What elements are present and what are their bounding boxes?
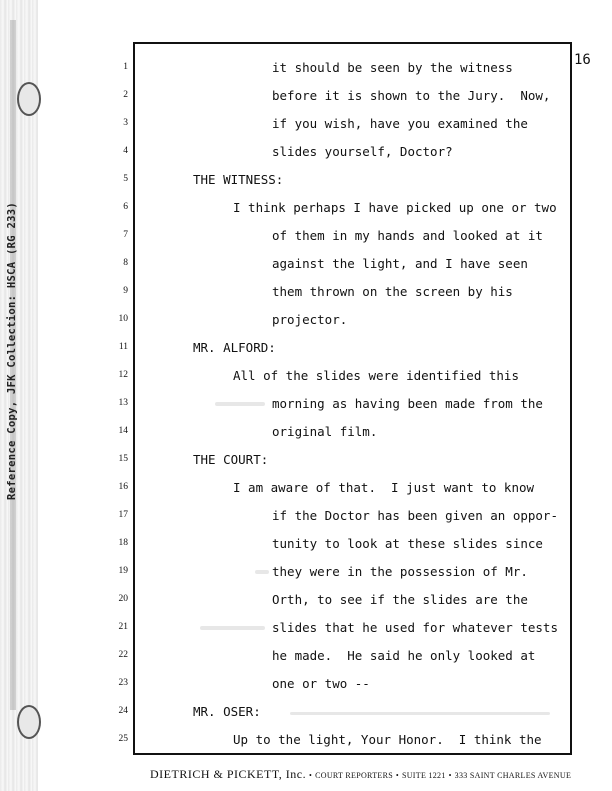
transcript-line: slides yourself, Doctor? [272,144,453,159]
transcript-line: it should be seen by the witness [272,60,513,75]
transcript-line: tunity to look at these slides since [272,536,543,551]
line-number: 18 [118,538,128,548]
line-number: 9 [123,286,128,296]
speaker-label: MR. OSER: [193,704,261,719]
scan-smudge [200,626,265,630]
line-number: 16 [118,482,128,492]
line-number: 4 [123,146,128,156]
transcript-line: projector. [272,312,348,327]
line-number: 2 [123,90,128,100]
line-number: 23 [118,678,128,688]
speaker-label: MR. ALFORD: [193,340,276,355]
line-number: 15 [118,454,128,464]
line-number: 20 [118,594,128,604]
transcript-line: if the Doctor has been given an oppor- [272,508,558,523]
footer-firm: DIETRICH & PICKETT, Inc. [150,767,307,781]
footer-separator: • [448,771,452,780]
line-number: 22 [118,650,128,660]
transcript-line: Orth, to see if the slides are the [272,592,528,607]
scan-smudge [290,712,550,715]
transcript-line: of them in my hands and looked at it [272,228,543,243]
transcript-line: I think perhaps I have picked up one or two [233,200,557,215]
line-number: 1 [123,62,128,72]
line-number: 5 [123,174,128,184]
line-number: 10 [118,314,128,324]
transcript-line: I am aware of that. I just want to know [233,480,535,495]
footer-separator: • [309,771,313,780]
transcript-line: he made. He said he only looked at [272,648,536,663]
transcript-line: slides that he used for whatever tests [272,620,558,635]
line-number: 12 [118,370,128,380]
transcript-line: Up to the light, Your Honor. I think the [233,732,542,747]
line-number: 14 [118,426,128,436]
line-number: 8 [123,258,128,268]
transcript-line: them thrown on the screen by his [272,284,513,299]
line-number: 3 [123,118,128,128]
speaker-label: THE COURT: [193,452,269,467]
speaker-label: THE WITNESS: [193,172,284,187]
footer [150,767,571,782]
punch-hole-bottom [17,705,41,739]
footer-suite: SUITE 1221 [401,771,446,780]
footer-address: 333 SAINT CHARLES AVENUE [454,771,572,780]
line-number: 6 [123,202,128,212]
transcript-line: before it is shown to the Jury. Now, [272,88,551,103]
transcript-line: All of the slides were identified this [233,368,519,383]
page-number: 16 [574,52,591,68]
scan-smudge [255,570,269,574]
footer-separator: • [395,771,400,780]
scan-smudge [215,402,265,406]
line-number: 25 [118,734,128,744]
line-number: 11 [118,342,128,352]
line-number: 24 [118,706,128,716]
line-number: 13 [118,398,128,408]
transcript-line: morning as having been made from the [272,396,543,411]
transcript-line: original film. [272,424,378,439]
line-number: 21 [118,622,128,632]
reference-stamp-text: Reference Copy, JFK Collection: HSCA (RG 233) [6,202,18,500]
line-number: 7 [123,230,128,240]
transcript-line: against the light, and I have seen [272,256,528,271]
transcript-line: they were in the possession of Mr. [272,564,528,579]
transcript-line: if you wish, have you examined the [272,116,528,131]
transcript-line: one or two -- [272,676,370,691]
punch-hole-top [17,82,41,116]
line-number: 19 [118,566,128,576]
line-number: 17 [118,510,128,520]
footer-reporters: COURT REPORTERS [315,771,393,780]
